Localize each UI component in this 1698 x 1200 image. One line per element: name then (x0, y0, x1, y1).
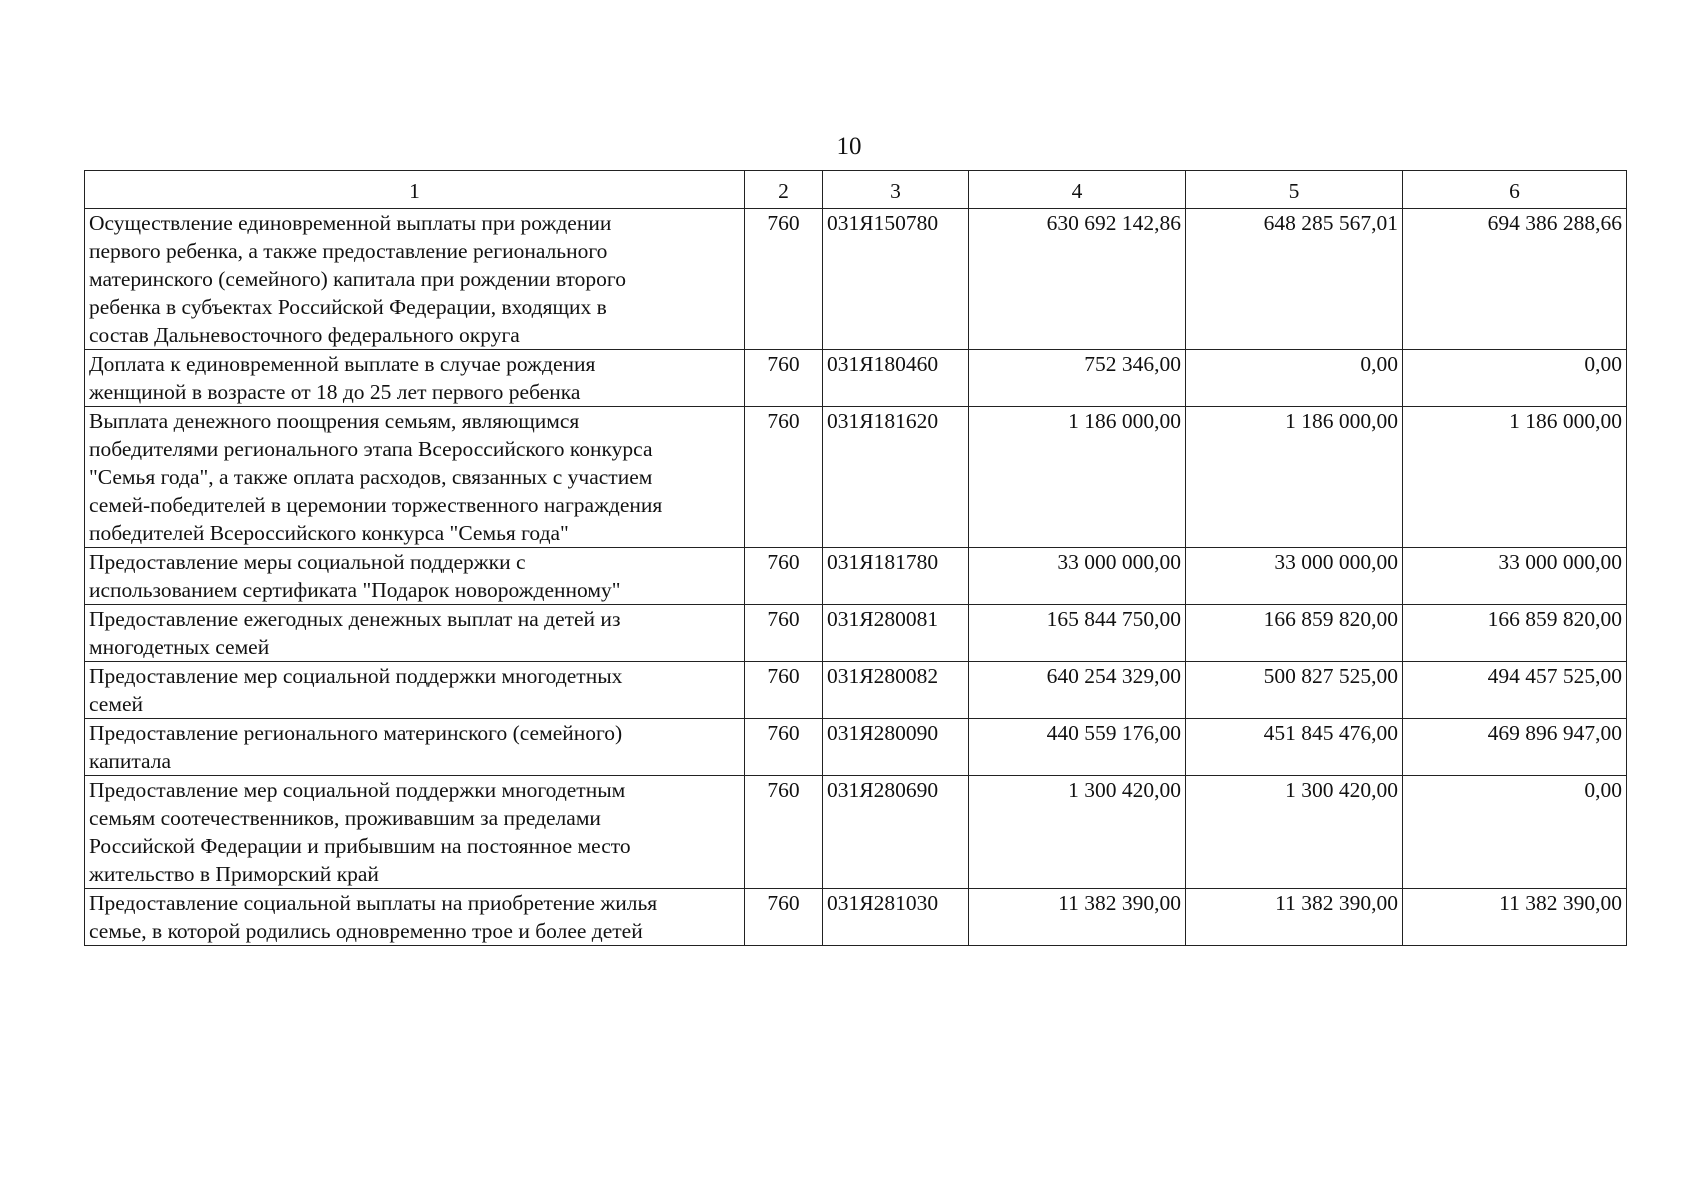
row-amount-col4: 1 300 420,00 (969, 776, 1186, 889)
table-row (85, 776, 1627, 889)
description-line: Доплата к единовременной выплате в случае рождения (89, 352, 596, 376)
row-amount-col5: 166 859 820,00 (1186, 605, 1403, 662)
description-line: "Семья года", а также оплата расходов, связанных с участием (89, 465, 653, 489)
description-line: семье, в которой родились одновременно трое и более детей (89, 919, 643, 943)
table-row (85, 889, 1627, 946)
header-col-6: 6 (1403, 171, 1627, 209)
description-line: победителей Всероссийского конкурса "Семья года" (89, 521, 569, 545)
description-line: Предоставление меры социальной поддержки с (89, 550, 526, 574)
row-gr-code: 760 (745, 605, 823, 662)
row-gr-code: 760 (745, 889, 823, 946)
row-amount-col6: 694 386 288,66 (1403, 209, 1627, 350)
row-description (85, 662, 745, 719)
description-line: Осуществление единовременной выплаты при рождении (89, 211, 612, 235)
row-description (85, 209, 745, 350)
row-amount-col6: 0,00 (1403, 350, 1627, 407)
row-target-code: 031Я280082 (823, 662, 969, 719)
row-amount-col5: 451 845 476,00 (1186, 719, 1403, 776)
row-amount-col5: 0,00 (1186, 350, 1403, 407)
row-target-code: 031Я280081 (823, 605, 969, 662)
row-amount-col4: 640 254 329,00 (969, 662, 1186, 719)
description-line: многодетных семей (89, 635, 270, 659)
description-line: Предоставление мер социальной поддержки многодетным (89, 778, 626, 802)
header-col-4: 4 (969, 171, 1186, 209)
row-description (85, 350, 745, 407)
table-row (85, 719, 1627, 776)
table-row (85, 407, 1627, 548)
description-line: Предоставление регионального материнского (семейного) (89, 721, 623, 745)
row-gr-code: 760 (745, 209, 823, 350)
header-col-2: 2 (745, 171, 823, 209)
description-line: семей (89, 692, 144, 716)
row-amount-col4: 165 844 750,00 (969, 605, 1186, 662)
table-row (85, 350, 1627, 407)
row-amount-col5: 33 000 000,00 (1186, 548, 1403, 605)
row-target-code: 031Я150780 (823, 209, 969, 350)
row-target-code: 031Я180460 (823, 350, 969, 407)
row-description (85, 889, 745, 946)
row-description (85, 407, 745, 548)
row-amount-col6: 0,00 (1403, 776, 1627, 889)
row-amount-col6: 11 382 390,00 (1403, 889, 1627, 946)
row-amount-col6: 469 896 947,00 (1403, 719, 1627, 776)
row-description (85, 605, 745, 662)
row-target-code: 031Я181780 (823, 548, 969, 605)
table-row (85, 605, 1627, 662)
table-row (85, 548, 1627, 605)
row-amount-col6: 166 859 820,00 (1403, 605, 1627, 662)
page-number: 10 (836, 133, 862, 160)
description-line: Предоставление ежегодных денежных выплат на детей из (89, 607, 621, 631)
row-description (85, 776, 745, 889)
description-line: Российской Федерации и прибывшим на постоянное место (89, 834, 631, 858)
row-gr-code: 760 (745, 662, 823, 719)
table-row (85, 662, 1627, 719)
row-amount-col6: 1 186 000,00 (1403, 407, 1627, 548)
budget-table (84, 170, 1627, 946)
description-line: женщиной в возрасте от 18 до 25 лет первого ребенка (89, 380, 581, 404)
description-line: Предоставление социальной выплаты на приобретение жилья (89, 891, 658, 915)
row-amount-col5: 1 186 000,00 (1186, 407, 1403, 548)
row-amount-col5: 11 382 390,00 (1186, 889, 1403, 946)
row-target-code: 031Я281030 (823, 889, 969, 946)
row-target-code: 031Я280090 (823, 719, 969, 776)
description-line: первого ребенка, а также предоставление регионального (89, 239, 608, 263)
description-line: материнского (семейного) капитала при рождении второго (89, 267, 626, 291)
header-col-3: 3 (823, 171, 969, 209)
row-amount-col4: 752 346,00 (969, 350, 1186, 407)
description-line: семьям соотечественников, проживавшим за пределами (89, 806, 601, 830)
row-amount-col4: 1 186 000,00 (969, 407, 1186, 548)
description-line: Предоставление мер социальной поддержки многодетных (89, 664, 623, 688)
row-gr-code: 760 (745, 776, 823, 889)
description-line: состав Дальневосточного федерального округа (89, 323, 520, 347)
row-gr-code: 760 (745, 350, 823, 407)
description-line: использованием сертификата "Подарок новорожденному" (89, 578, 621, 602)
row-amount-col4: 440 559 176,00 (969, 719, 1186, 776)
header-col-5: 5 (1186, 171, 1403, 209)
description-line: Выплата денежного поощрения семьям, являющимся (89, 409, 580, 433)
description-line: победителями регионального этапа Всероссийского конкурса (89, 437, 653, 461)
header-row (85, 171, 1627, 209)
row-amount-col4: 33 000 000,00 (969, 548, 1186, 605)
row-gr-code: 760 (745, 407, 823, 548)
row-amount-col4: 11 382 390,00 (969, 889, 1186, 946)
row-amount-col4: 630 692 142,86 (969, 209, 1186, 350)
row-amount-col6: 494 457 525,00 (1403, 662, 1627, 719)
header-col-1: 1 (85, 171, 745, 209)
row-gr-code: 760 (745, 719, 823, 776)
description-line: ребенка в субъектах Российской Федерации, входящих в (89, 295, 607, 319)
description-line: семей-победителей в церемонии торжественного награждения (89, 493, 663, 517)
row-gr-code: 760 (745, 548, 823, 605)
row-amount-col5: 1 300 420,00 (1186, 776, 1403, 889)
description-line: жительство в Приморский край (89, 862, 379, 886)
description-line: капитала (89, 749, 172, 773)
row-amount-col6: 33 000 000,00 (1403, 548, 1627, 605)
row-target-code: 031Я181620 (823, 407, 969, 548)
table-row (85, 209, 1627, 350)
row-description (85, 719, 745, 776)
row-description (85, 548, 745, 605)
row-amount-col5: 500 827 525,00 (1186, 662, 1403, 719)
row-amount-col5: 648 285 567,01 (1186, 209, 1403, 350)
row-target-code: 031Я280690 (823, 776, 969, 889)
